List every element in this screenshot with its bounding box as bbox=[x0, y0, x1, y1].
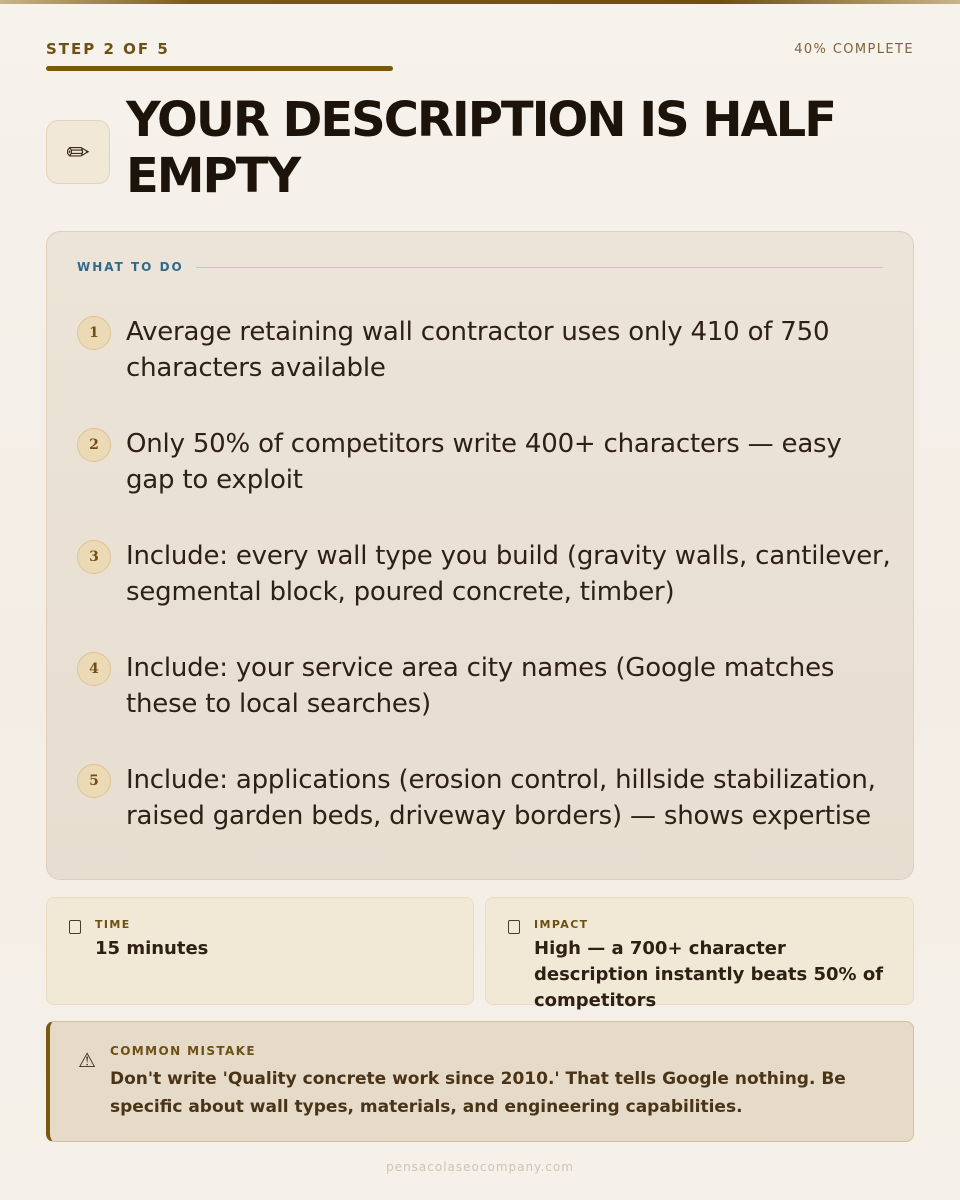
step-item bbox=[77, 650, 897, 762]
step-number-badge: 4 bbox=[77, 652, 111, 686]
common-mistake-callout bbox=[46, 1021, 914, 1142]
step-label: STEP 2 OF 5 bbox=[46, 40, 170, 58]
step-text: Include: applications (erosion control, hillside stabilization, raised garden beds, driveway borders) — shows expertise bbox=[126, 765, 876, 831]
panel-header-label: WHAT TO DO bbox=[77, 260, 184, 274]
time-value: 15 minutes bbox=[95, 938, 209, 959]
panel-header-divider bbox=[196, 267, 883, 268]
panel-header bbox=[77, 258, 883, 276]
step-header bbox=[46, 38, 914, 60]
progress-bar-fill bbox=[46, 66, 393, 71]
step-number-badge: 2 bbox=[77, 428, 111, 462]
mistake-text: Don't write 'Quality concrete work since 2010.' That tells Google nothing. Be specific about wall types, materials, and engineering capabilities. bbox=[110, 1069, 846, 1117]
steps-list bbox=[77, 314, 897, 874]
progress-bar bbox=[46, 66, 914, 71]
page-title: YOUR DESCRIPTION IS HALF EMPTY bbox=[126, 92, 836, 204]
mistake-label: COMMON MISTAKE bbox=[110, 1044, 256, 1058]
step-item bbox=[77, 426, 897, 538]
step-text: Include: every wall type you build (gravity walls, cantilever, segmental block, poured concrete, timber) bbox=[126, 541, 891, 607]
step-text: Include: your service area city names (Google matches these to local searches) bbox=[126, 653, 835, 719]
step-number-badge: 1 bbox=[77, 316, 111, 350]
what-to-do-panel bbox=[46, 231, 914, 880]
step-item bbox=[77, 538, 897, 650]
step-text: Average retaining wall contractor uses only 410 of 750 characters available bbox=[126, 317, 830, 383]
step-number-badge: 3 bbox=[77, 540, 111, 574]
time-card bbox=[46, 897, 474, 1005]
step-item bbox=[77, 314, 897, 426]
chart-icon bbox=[508, 920, 520, 934]
warning-icon: ⚠ bbox=[78, 1048, 96, 1072]
impact-card bbox=[485, 897, 914, 1011]
pencil-icon: ✏ bbox=[46, 120, 110, 184]
time-label: TIME bbox=[95, 918, 131, 931]
footer-domain: pensacolaseocompany.com bbox=[386, 1160, 574, 1174]
progress-text: 40% COMPLETE bbox=[794, 41, 914, 57]
step-number-badge: 5 bbox=[77, 764, 111, 798]
impact-value: High — a 700+ character description instantly beats 50% of competitors bbox=[534, 938, 884, 1011]
top-accent-line bbox=[0, 0, 960, 4]
step-text: Only 50% of competitors write 400+ characters — easy gap to exploit bbox=[126, 429, 842, 495]
impact-label: IMPACT bbox=[534, 918, 589, 931]
clock-icon bbox=[69, 920, 81, 934]
step-item bbox=[77, 762, 897, 874]
